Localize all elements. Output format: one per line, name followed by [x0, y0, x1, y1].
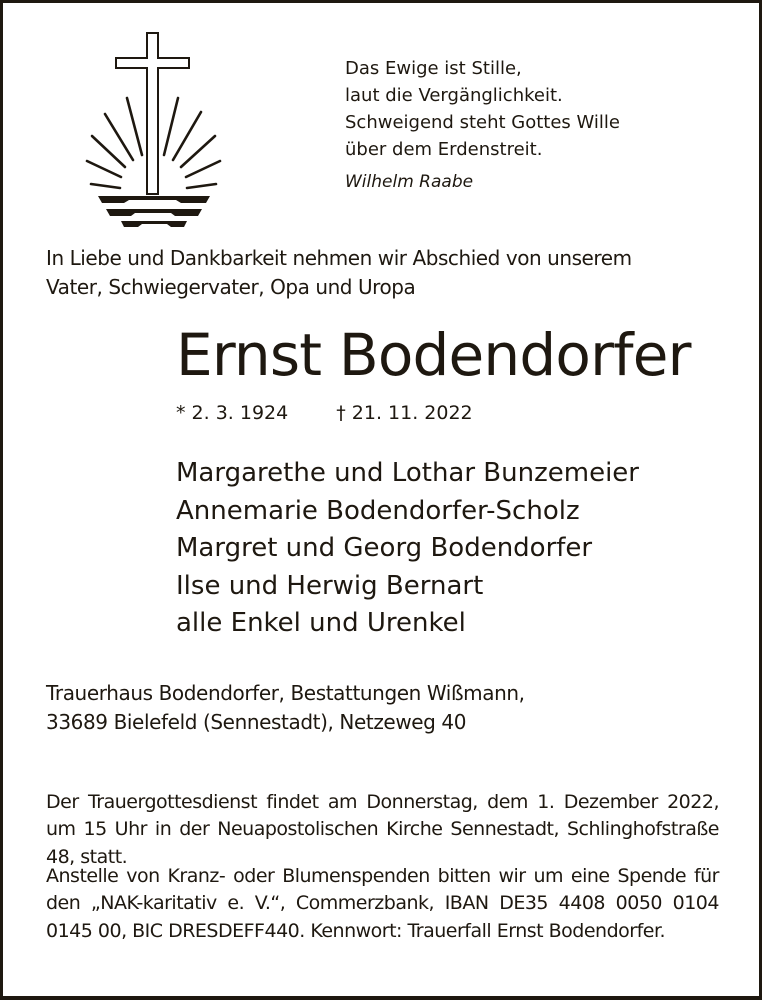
intro-line: In Liebe und Dankbarkeit nehmen wir Abschied von unserem: [46, 246, 632, 270]
quote-author: Wilhelm Raabe: [345, 172, 474, 192]
deceased-name: Ernst Bodendorfer: [176, 321, 691, 389]
mourning-address: [46, 679, 525, 737]
nak-cross-sun-waves-icon: [81, 27, 231, 232]
quote-line: Das Ewige ist Stille,: [345, 58, 522, 79]
service-info: Der Trauergottesdienst findet am Donnerstag, dem 1. Dezember 2022, um 15 Uhr in der Neuapostolischen Kirche Sennestadt, Schlinghofstraße 48, statt.: [46, 791, 719, 868]
mourner-line: alle Enkel und Urenkel: [176, 608, 466, 638]
mourner-line: Margret und Georg Bodendorfer: [176, 533, 593, 563]
intro-text: [46, 244, 632, 302]
mourners-list: [176, 455, 639, 643]
mourner-line: Margarethe und Lothar Bunzemeier: [176, 458, 639, 488]
address-line: Trauerhaus Bodendorfer, Bestattungen Wißmann,: [46, 681, 525, 705]
quote-line: über dem Erdenstreit.: [345, 139, 543, 160]
mourner-line: Ilse und Herwig Bernart: [176, 570, 484, 601]
quote-line: Schweigend steht Gottes Wille: [345, 112, 621, 133]
birth-date: * 2. 3. 1924: [176, 402, 289, 424]
donation-info: Anstelle von Kranz- oder Blumenspenden bitten wir um eine Spende für den „NAK-karitativ e. V.“, Commerzbank, IBAN DE35 4408 0050 0104 0145 00, BIC DRESDEFF440. Kennwort: Trauerfall Ernst Bodendorfer.: [46, 865, 719, 942]
mourner-line: Annemarie Bodendorfer-Scholz: [176, 495, 580, 526]
intro-line: Vater, Schwiegervater, Opa und Uropa: [46, 275, 416, 299]
address-line: 33689 Bielefeld (Sennestadt), Netzeweg 40: [46, 710, 467, 734]
life-dates: [176, 400, 473, 426]
quote-block: [345, 55, 620, 196]
quote-line: laut die Vergänglichkeit.: [345, 85, 563, 106]
death-date: † 21. 11. 2022: [336, 402, 473, 424]
